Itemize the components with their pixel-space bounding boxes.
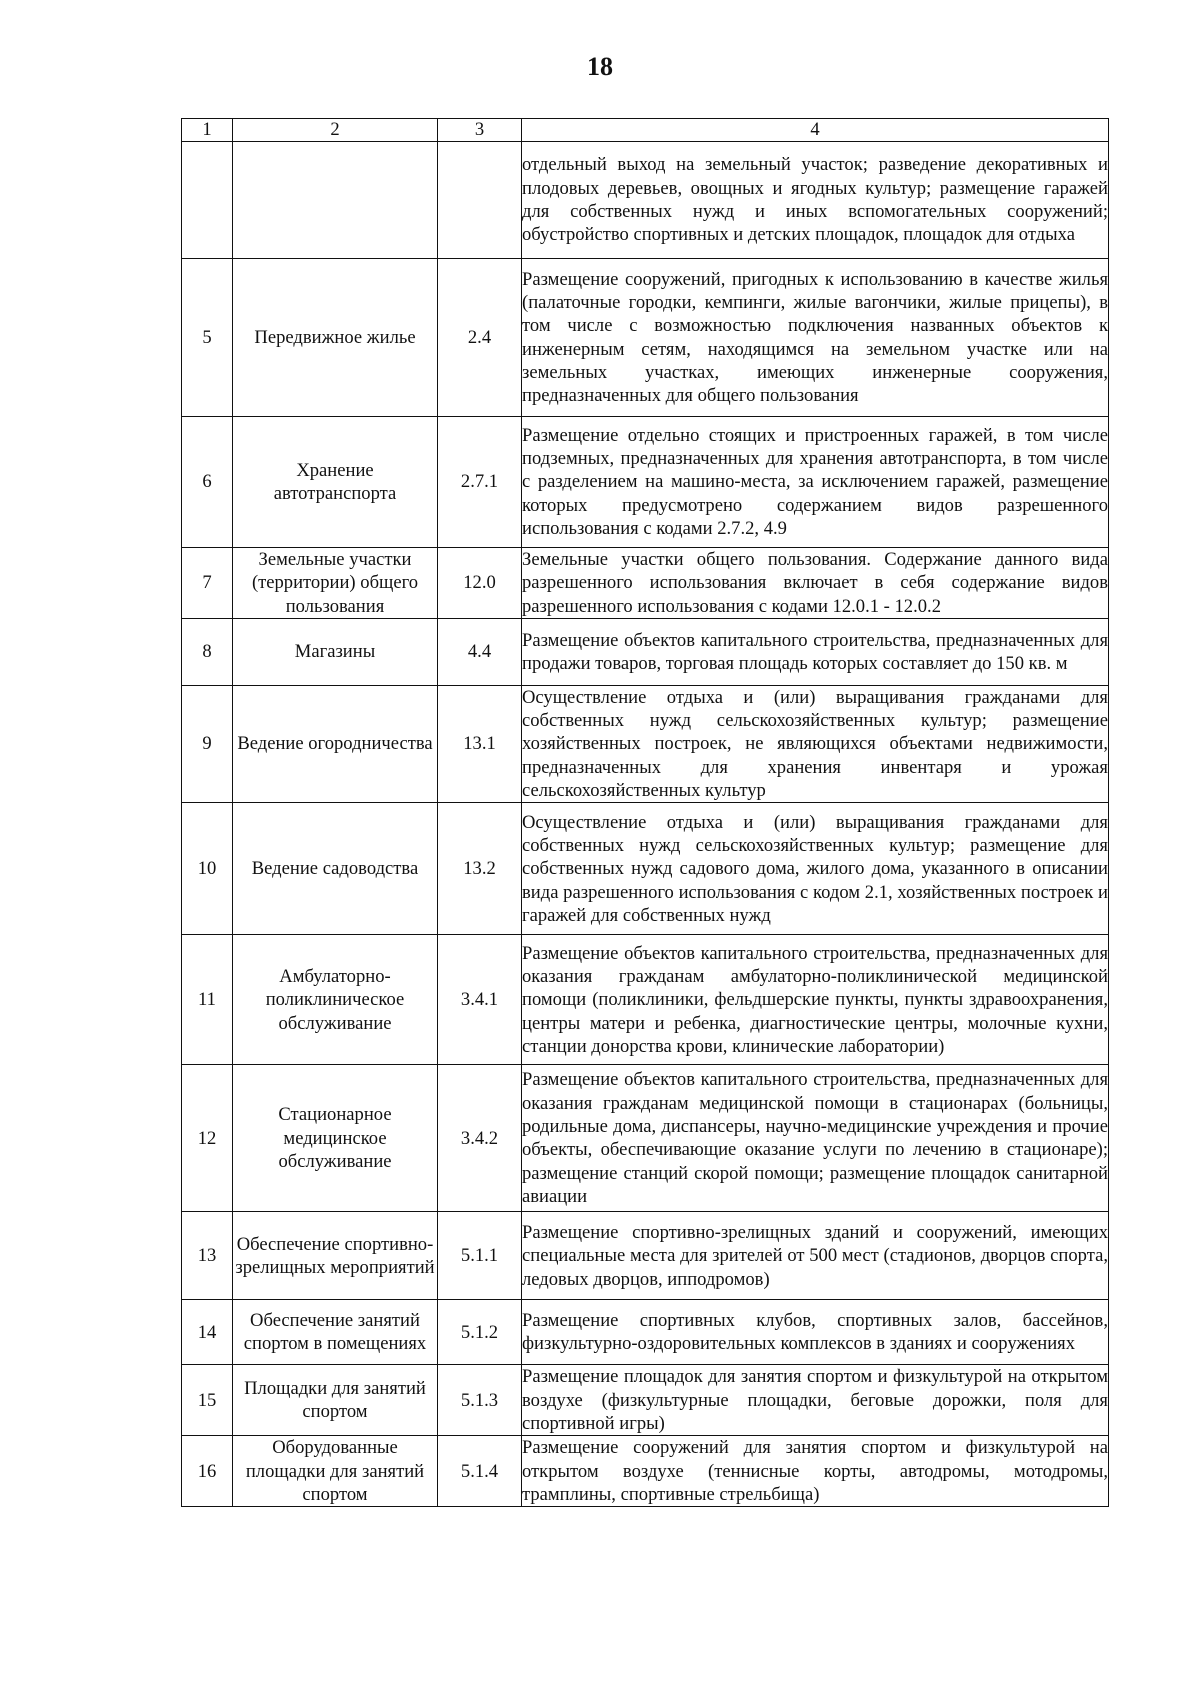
row-code-cell: 5.1.2 — [438, 1300, 522, 1365]
row-description-cell: Размещение сооружений для занятия спортом и физкультурой на открытом воздухе (теннисные корты, автодромы, мотодромы, трамплины, спортивные стрельбища) — [522, 1437, 1108, 1505]
row-name-cell: Земельные участки (территории) общего пользования — [233, 548, 438, 619]
row-number-cell: 5 — [182, 259, 233, 417]
row-name-cell: Обеспечение занятий спортом в помещениях — [233, 1300, 438, 1365]
table-row-continuation — [182, 142, 1109, 259]
row-description-cell: отдельный выход на земельный участок; разведение декоративных и плодовых деревьев, овощных и ягодных культур; размещение гаражей для собственных нужд и иных вспомогательных сооружений; обустройство спортивных и детских площадок, площадок для отдыха — [522, 142, 1109, 259]
row-number-cell: 13 — [182, 1212, 233, 1300]
row-name-cell: Площадки для занятий спортом — [233, 1365, 438, 1436]
page-number: 18 — [587, 52, 613, 81]
header-col-4: 4 — [522, 119, 1109, 142]
table-row — [182, 1365, 1109, 1436]
row-name-cell — [233, 142, 438, 259]
table-header-row — [182, 119, 1109, 142]
header-col-3: 3 — [438, 119, 522, 142]
row-code-cell: 4.4 — [438, 618, 522, 685]
row-description-cell: Размещение объектов капитального строительства, предназначенных для оказания гражданам медицинской помощи в стационарах (больницы, родильные дома, диспансеры, научно-медицинские учреждения и прочие объекты, обеспечивающие оказание услуги по лечению в стационаре); размещение станций скорой помощи; размещение площадок санитарной авиации — [522, 1065, 1109, 1212]
row-code-cell: 12.0 — [438, 548, 522, 619]
row-number-cell: 14 — [182, 1300, 233, 1365]
row-name-cell: Оборудованные площадки для занятий спортом — [233, 1436, 438, 1507]
row-name-cell: Обеспечение спортивно-зрелищных мероприятий — [233, 1212, 438, 1300]
table-row — [182, 1212, 1109, 1300]
row-name-cell: Ведение огородничества — [233, 685, 438, 802]
row-description-cell: Земельные участки общего пользования. Содержание данного вида разрешенного использования включает в себя содержание видов разрешенного использования с кодами 12.0.1 - 12.0.2 — [522, 549, 1108, 617]
row-number-cell: 12 — [182, 1065, 233, 1212]
table-row — [182, 1300, 1109, 1365]
row-number-cell: 8 — [182, 618, 233, 685]
row-code-cell — [438, 142, 522, 259]
row-code-cell: 5.1.3 — [438, 1365, 522, 1436]
row-description-cell: Размещение площадок для занятия спортом и физкультурой на открытом воздухе (физкультурные площадки, беговые дорожки, поля для спортивной игры) — [522, 1366, 1108, 1434]
row-code-cell: 13.1 — [438, 685, 522, 802]
row-name-cell: Амбулаторно-поликлиническое обслуживание — [233, 935, 438, 1065]
row-description-cell: Осуществление отдыха и (или) выращивания гражданами для собственных нужд сельскохозяйственных культур; размещение хозяйственных построек, не являющихся объектами недвижимости, предназначенных для хранения инвентаря и урожая сельскохозяйственных культур — [522, 686, 1108, 802]
header-col-2: 2 — [233, 119, 438, 142]
header-col-1: 1 — [182, 119, 233, 142]
row-number-cell — [182, 142, 233, 259]
row-description-cell: Размещение сооружений, пригодных к использованию в качестве жилья (палаточные городки, кемпинги, жилые вагончики, жилые прицепы), в том числе с возможностью подключения названных объектов к инженерным сетям, находящимся на земельном участке или на земельных участках, имеющих инженерные сооружения, предназначенных для общего пользования — [522, 259, 1109, 417]
table-row — [182, 259, 1109, 417]
row-number-cell: 11 — [182, 935, 233, 1065]
table-row — [182, 1436, 1109, 1507]
row-name-cell: Передвижное жилье — [233, 259, 438, 417]
land-use-table — [181, 118, 1109, 1507]
row-number-cell: 7 — [182, 548, 233, 619]
row-description-cell: Размещение объектов капитального строительства, предназначенных для продажи товаров, торговая площадь которых составляет до 150 кв. м — [522, 618, 1109, 685]
row-code-cell: 2.7.1 — [438, 417, 522, 548]
row-number-cell: 15 — [182, 1365, 233, 1436]
row-description-cell: Размещение спортивных клубов, спортивных залов, бассейнов, физкультурно-оздоровительных комплексов в зданиях и сооружениях — [522, 1300, 1109, 1365]
row-description-cell: Размещение отдельно стоящих и пристроенных гаражей, в том числе подземных, предназначенных для хранения автотранспорта, в том числе с разделением на машино-места, за исключением гаражей, размещение которых предусмотрено содержанием видов разрешенного использования с кодами 2.7.2, 4.9 — [522, 417, 1109, 548]
row-name-cell: Стационарное медицинское обслуживание — [233, 1065, 438, 1212]
row-description-cell: Осуществление отдыха и (или) выращивания гражданами для собственных нужд сельскохозяйственных культур; размещение для собственных нужд садового дома, жилого дома, указанного в описании вида разрешенного использования с кодом 2.1, хозяйственных построек и гаражей для собственных нужд — [522, 803, 1109, 935]
table-row — [182, 803, 1109, 935]
row-name-cell: Ведение садоводства — [233, 803, 438, 935]
row-code-cell: 3.4.1 — [438, 935, 522, 1065]
table-row — [182, 935, 1109, 1065]
table-row — [182, 685, 1109, 802]
row-code-cell: 13.2 — [438, 803, 522, 935]
row-name-cell: Хранение автотранспорта — [233, 417, 438, 548]
row-number-cell: 6 — [182, 417, 233, 548]
row-number-cell: 10 — [182, 803, 233, 935]
row-code-cell: 5.1.1 — [438, 1212, 522, 1300]
table-row — [182, 618, 1109, 685]
table-row — [182, 417, 1109, 548]
table-row — [182, 548, 1109, 619]
row-number-cell: 9 — [182, 685, 233, 802]
table-row — [182, 1065, 1109, 1212]
row-description-cell: Размещение спортивно-зрелищных зданий и сооружений, имеющих специальные места для зрителей от 500 мест (стадионов, дворцов спорта, ледовых дворцов, ипподромов) — [522, 1212, 1109, 1300]
row-code-cell: 3.4.2 — [438, 1065, 522, 1212]
row-name-cell: Магазины — [233, 618, 438, 685]
row-number-cell: 16 — [182, 1436, 233, 1507]
row-code-cell: 5.1.4 — [438, 1436, 522, 1507]
row-description-cell: Размещение объектов капитального строительства, предназначенных для оказания гражданам амбулаторно-поликлинической медицинской помощи (поликлиники, фельдшерские пункты, пункты здравоохранения, центры матери и ребенка, диагностические центры, молочные кухни, станции донорства крови, клинические лаборатории) — [522, 935, 1109, 1065]
row-code-cell: 2.4 — [438, 259, 522, 417]
